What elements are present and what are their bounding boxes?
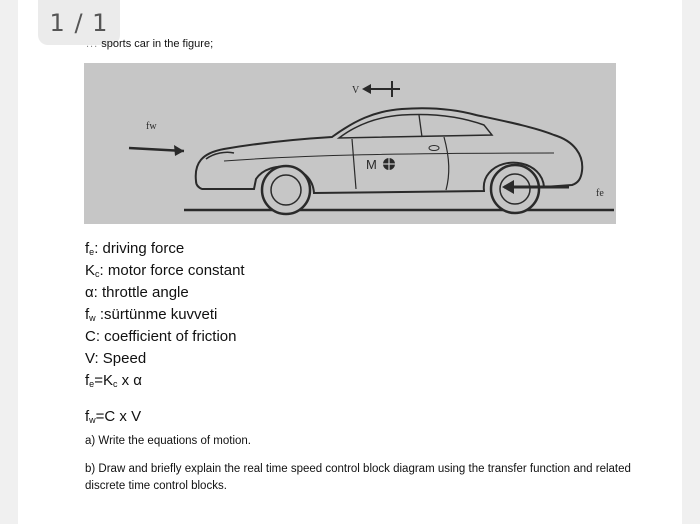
definition-item: C: coefficient of friction — [85, 328, 237, 345]
intro-sentence: sports car in the figure; — [101, 38, 214, 50]
definition-item: V: Speed — [85, 350, 147, 367]
page-indicator[interactable]: 1 / 1 — [38, 0, 120, 45]
mass-label: M — [366, 157, 377, 172]
definition-item: $f_e$: driving force — [85, 240, 185, 257]
definition-item: $f_w$ :sürtünme kuvveti — [85, 306, 218, 323]
velocity-label: V — [352, 85, 360, 96]
rear-wheel — [491, 165, 539, 213]
formula-fw: $f_w=C$ x V — [85, 408, 142, 425]
definitions-list — [85, 238, 245, 428]
intro-text — [86, 38, 213, 50]
car-figure — [84, 63, 616, 224]
definition-item: α: throttle angle — [85, 284, 189, 301]
wind-force-label: fw — [146, 121, 157, 132]
definition-item: $K_c$: motor force constant — [85, 262, 245, 279]
formula-fe: $f_e=K_c$ x α — [85, 372, 142, 389]
drive-force-label: fe — [596, 188, 604, 199]
intro-faded-prefix: ... — [86, 38, 99, 50]
question-b: b) Draw and briefly explain the real time speed control block diagram using the transfer function and related discrete time control blocks. — [85, 463, 631, 492]
question-a: a) Write the equations of motion. — [85, 435, 251, 447]
front-wheel — [262, 166, 310, 214]
car-diagram — [84, 63, 616, 224]
